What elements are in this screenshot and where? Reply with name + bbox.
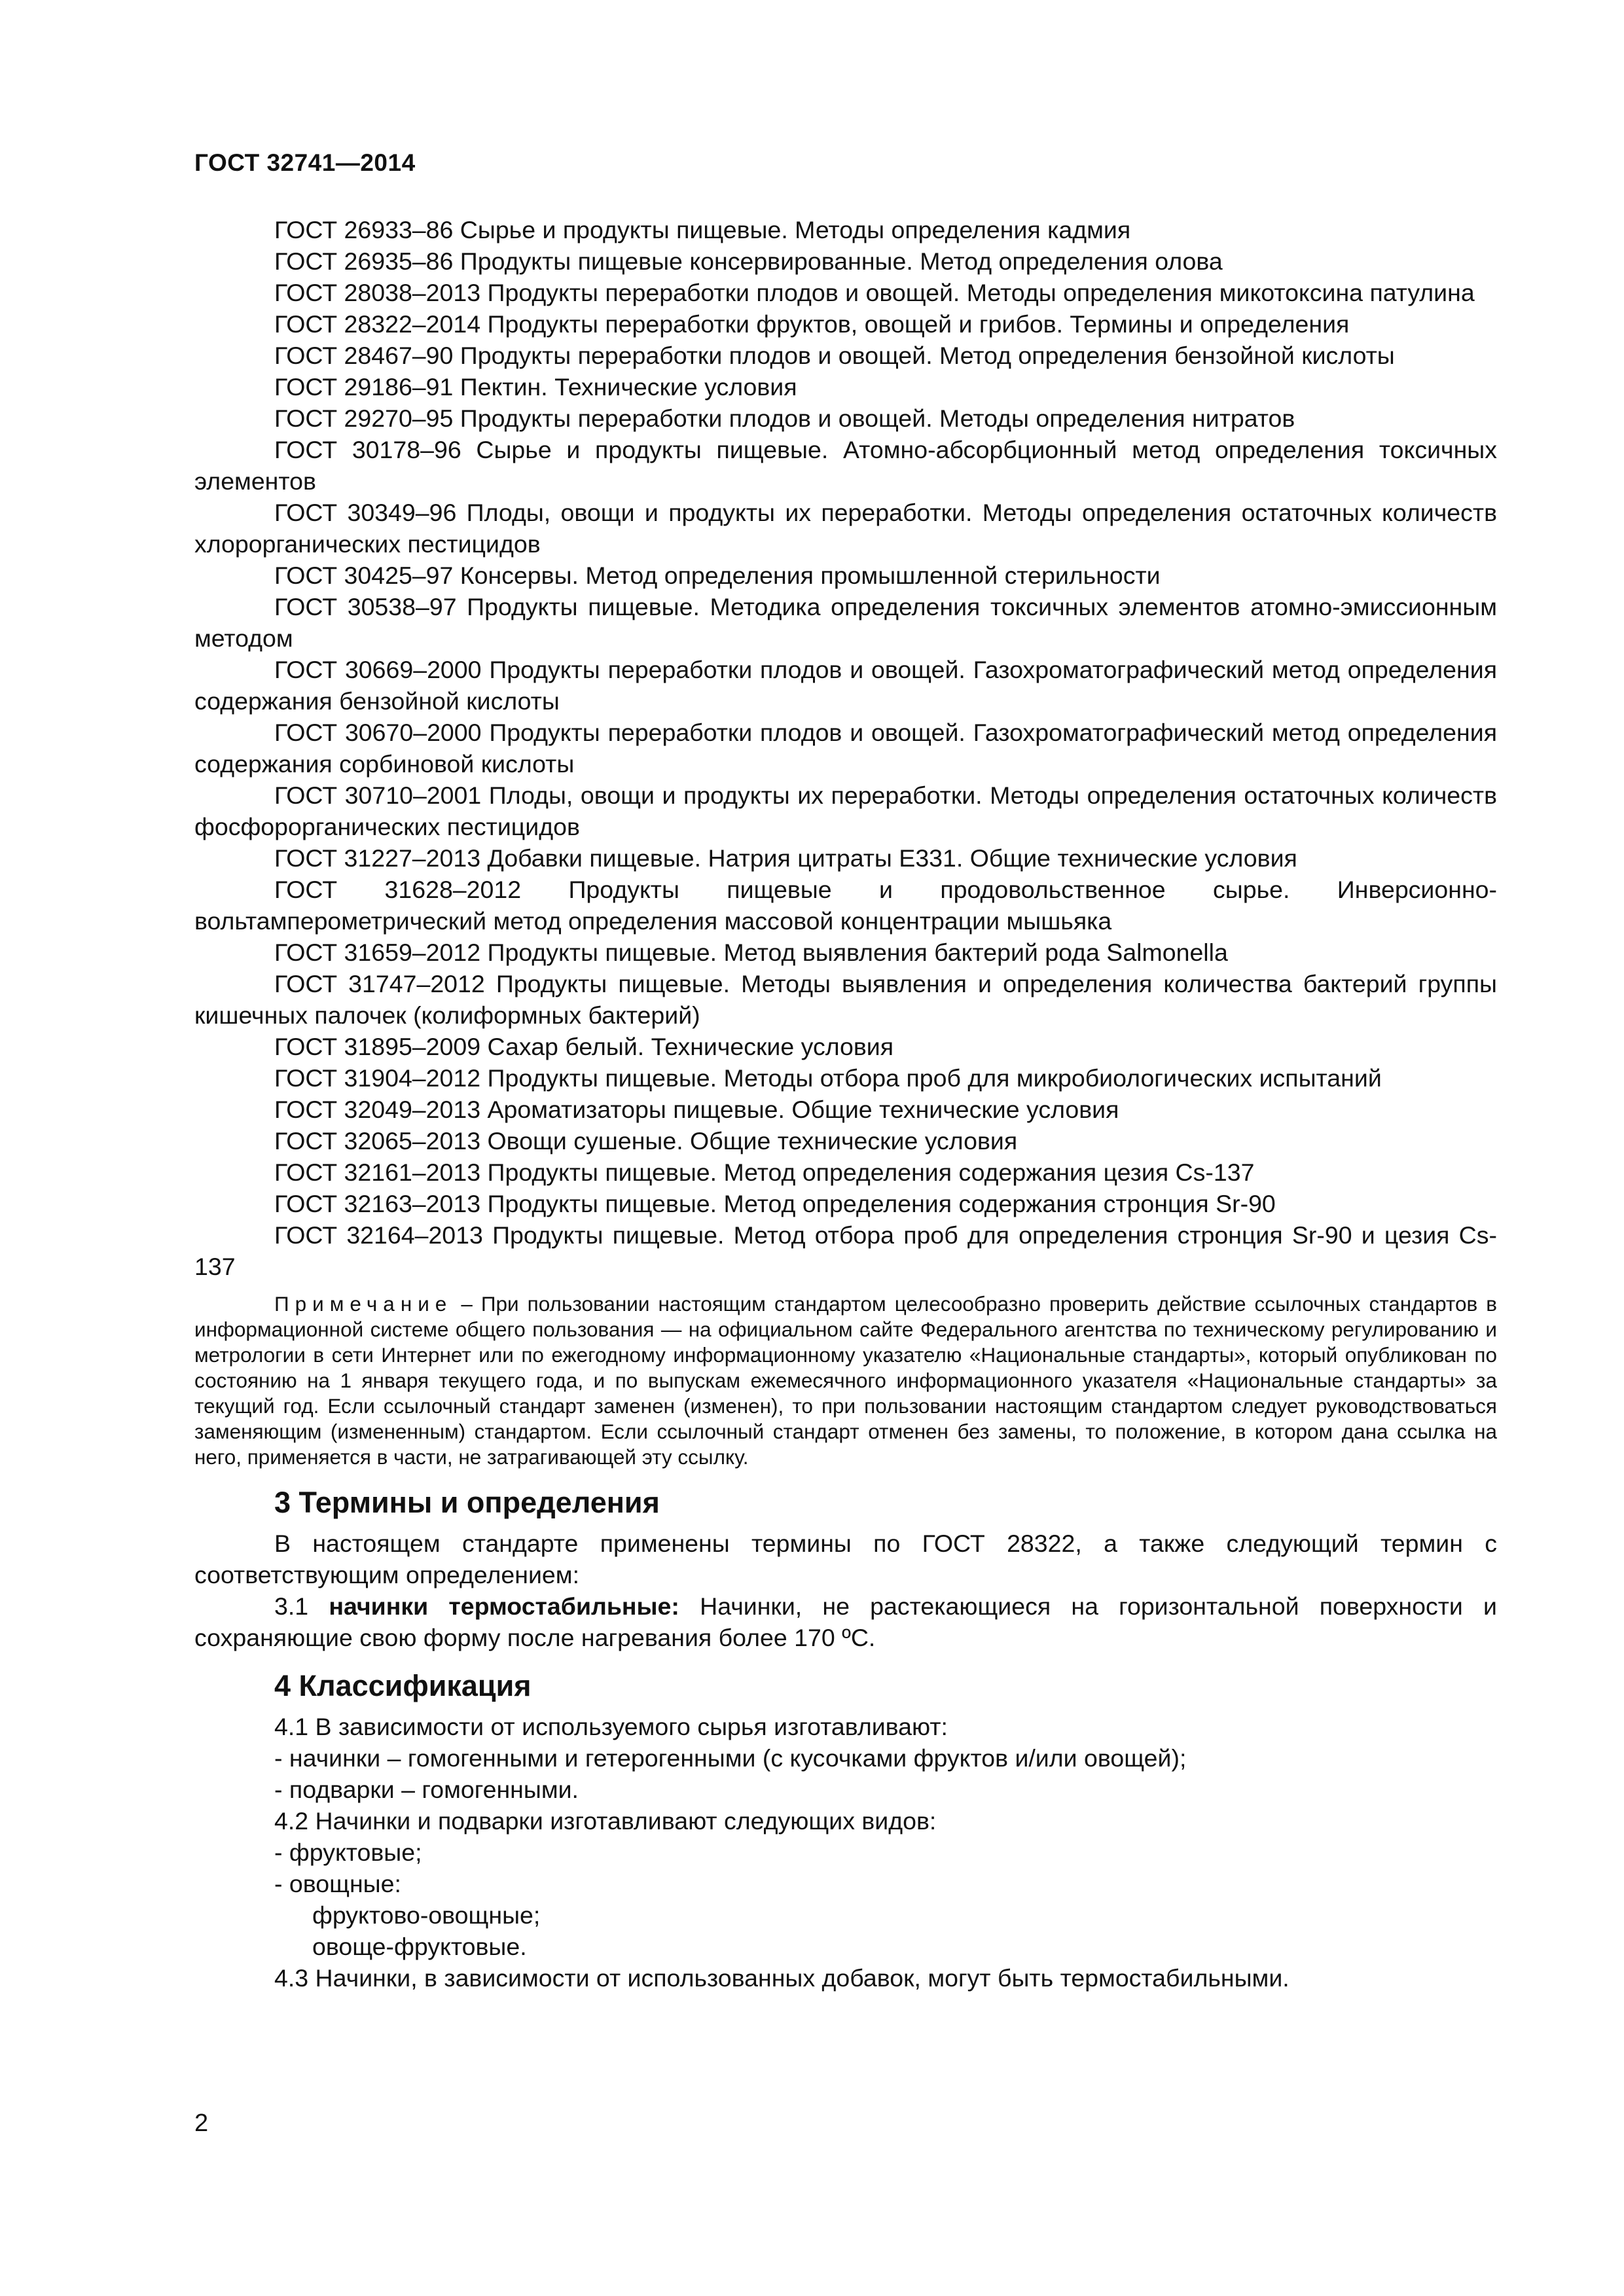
reference-item: ГОСТ 31747–2012 Продукты пищевые. Методы выявления и определения количества бактерий группы кишечных палочек (колиформных бактерий) bbox=[194, 970, 1497, 1029]
reference-note bbox=[194, 1291, 1497, 1470]
clause-4-2: 4.2 Начинки и подварки изготавливают следующих видов: bbox=[274, 1807, 937, 1835]
reference-item: ГОСТ 31227–2013 Добавки пищевые. Натрия цитраты Е331. Общие технические условия bbox=[274, 844, 1297, 872]
reference-item: ГОСТ 26935–86 Продукты пищевые консервированные. Метод определения олова bbox=[274, 247, 1223, 275]
list-item: - фруктовые; bbox=[274, 1839, 422, 1866]
term-number: 3.1 bbox=[274, 1592, 309, 1620]
reference-item: ГОСТ 30670–2000 Продукты переработки плодов и овощей. Газохроматографический метод определения содержания сорбиновой кислоты bbox=[194, 719, 1497, 778]
document-header: ГОСТ 32741—2014 bbox=[194, 149, 416, 176]
section-3-intro: В настоящем стандарте применены термины по ГОСТ 28322, а также следующий термин с соответствующим определением: bbox=[194, 1530, 1497, 1588]
sub-list-item: овоще-фруктовые. bbox=[312, 1933, 527, 1960]
reference-item: ГОСТ 30425–97 Консервы. Метод определения промышленной стерильности bbox=[274, 562, 1161, 589]
page-number: 2 bbox=[194, 2109, 209, 2137]
reference-item: ГОСТ 32163–2013 Продукты пищевые. Метод определения содержания стронция Sr-90 bbox=[274, 1190, 1276, 1217]
term-name: начинки термостабильные: bbox=[329, 1592, 679, 1620]
reference-item: ГОСТ 26933–86 Сырье и продукты пищевые. Методы определения кадмия bbox=[274, 216, 1131, 243]
reference-item: ГОСТ 28322–2014 Продукты переработки фруктов, овощей и грибов. Термины и определения bbox=[274, 310, 1350, 338]
list-item: - овощные: bbox=[274, 1870, 401, 1897]
list-item: - начинки – гомогенными и гетерогенными (с кусочками фруктов и/или овощей); bbox=[274, 1744, 1187, 1772]
list-item: - подварки – гомогенными. bbox=[274, 1776, 579, 1803]
sub-list-item: фруктово-овощные; bbox=[312, 1901, 541, 1929]
reference-item: ГОСТ 30669–2000 Продукты переработки плодов и овощей. Газохроматографический метод определения содержания бензойной кислоты bbox=[194, 656, 1497, 715]
reference-list bbox=[194, 214, 1497, 1282]
term-definition bbox=[194, 1590, 1497, 1653]
reference-item: ГОСТ 29186–91 Пектин. Технические условия bbox=[274, 373, 797, 401]
reference-item: ГОСТ 28467–90 Продукты переработки плодов и овощей. Метод определения бензойной кислоты bbox=[274, 342, 1395, 369]
document-body bbox=[194, 214, 1497, 1994]
reference-item: ГОСТ 32161–2013 Продукты пищевые. Метод определения содержания цезия Cs-137 bbox=[274, 1158, 1255, 1186]
reference-item: ГОСТ 32049–2013 Ароматизаторы пищевые. Общие технические условия bbox=[274, 1096, 1119, 1123]
reference-item: ГОСТ 28038–2013 Продукты переработки плодов и овощей. Методы определения микотоксина патулина bbox=[274, 279, 1475, 306]
reference-item: ГОСТ 29270–95 Продукты переработки плодов и овощей. Методы определения нитратов bbox=[274, 404, 1295, 432]
reference-item: ГОСТ 30710–2001 Плоды, овощи и продукты их переработки. Методы определения остаточных количеств фосфорорганических пестицидов bbox=[194, 781, 1497, 840]
reference-item: ГОСТ 30349–96 Плоды, овощи и продукты их переработки. Методы определения остаточных количеств хлорорганических пестицидов bbox=[194, 499, 1497, 558]
reference-item: ГОСТ 30538–97 Продукты пищевые. Методика определения токсичных элементов атомно-эмиссионным методом bbox=[194, 593, 1497, 652]
reference-item: ГОСТ 31628–2012 Продукты пищевые и продовольственное сырье. Инверсионно-вольтамперометрический метод определения массовой концентрации мышьяка bbox=[194, 876, 1497, 935]
reference-item: ГОСТ 31904–2012 Продукты пищевые. Методы отбора проб для микробиологических испытаний bbox=[274, 1064, 1382, 1092]
reference-item: ГОСТ 30178–96 Сырье и продукты пищевые. Атомно-абсорбционный метод определения токсичных элементов bbox=[194, 436, 1497, 495]
reference-item: ГОСТ 32164–2013 Продукты пищевые. Метод отбора проб для определения стронция Sr-90 и цезия Cs-137 bbox=[194, 1221, 1497, 1280]
note-label: Примечание bbox=[274, 1292, 453, 1316]
reference-item: ГОСТ 32065–2013 Овощи сушеные. Общие технические условия bbox=[274, 1127, 1018, 1155]
note-text: – При пользовании настоящим стандартом целесообразно проверить действие ссылочных стандартов в информационной системе общего пользования — на официальном сайте Федерального агентства по техническому регулированию и метрологии в сети Интернет или по ежегодному информационному указателю «Национальные стандарты», который опубликован по состоянию на 1 января текущего года, и по выпускам ежемесячного информационного указателя «Национальные стандарты» за текущий год. Если ссылочный стандарт заменен (изменен), то при пользовании настоящим стандартом следует руководствоваться заменяющим (измененным) стандартом. Если ссылочный стандарт отменен без замены, то положение, в котором дана ссылка на него, применяется в части, не затрагивающей эту ссылку. bbox=[194, 1292, 1497, 1469]
term-definition-text: Начинки, не растекающиеся на горизонтальной поверхности и сохраняющие свою форму после нагревания более 170 ºС. bbox=[194, 1592, 1498, 1651]
clause-4-3: 4.3 Начинки, в зависимости от использованных добавок, могут быть термостабильными. bbox=[274, 1964, 1290, 1992]
clause-4-1: 4.1 В зависимости от используемого сырья изготавливают: bbox=[274, 1713, 948, 1740]
section-4-heading: 4 Классификация bbox=[274, 1669, 532, 1702]
reference-item: ГОСТ 31895–2009 Сахар белый. Технические условия bbox=[274, 1033, 894, 1060]
reference-item: ГОСТ 31659–2012 Продукты пищевые. Метод выявления бактерий рода Salmonella bbox=[274, 939, 1228, 966]
section-3-heading: 3 Термины и определения bbox=[274, 1486, 660, 1519]
